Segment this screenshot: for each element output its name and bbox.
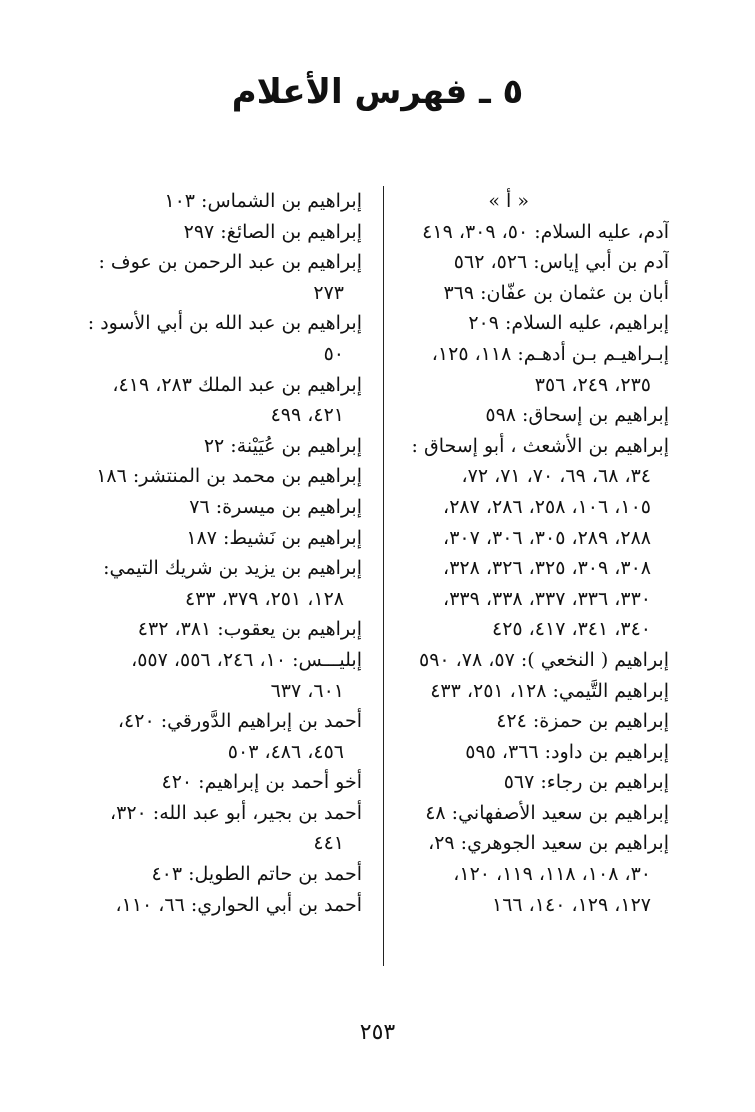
index-entry: إبراهيم بن سعيد الأصفهاني: ٤٨	[425, 801, 669, 824]
index-entry: إبراهيم بن عبد الرحمن بن عوف :	[98, 251, 362, 274]
index-entry: إبراهيم بن الصائغ: ٢٩٧	[183, 220, 362, 243]
index-entry: إبراهيم بن إسحاق: ٥٩٨	[485, 404, 669, 427]
index-entry: إبراهيم ( النخعي ): ٥٧، ٧٨، ٥٩٠	[419, 648, 669, 671]
index-entry: أحمد بن حاتم الطويل: ٤٠٣	[151, 863, 362, 886]
index-entry: إبراهيم بن نَشيط: ١٨٧	[186, 526, 362, 549]
page-title: ٥ ـ فهرس الأعلام	[231, 72, 524, 112]
index-entry: أحمد بن بجير، أبو عبد الله: ٣٢٠،	[109, 801, 362, 824]
page-number: ٢٥٣	[359, 1020, 396, 1045]
index-entry-continuation: ١٢٧، ١٢٩، ١٤٠، ١٦٦	[491, 893, 651, 916]
index-entry-continuation: ٤٢١، ٤٩٩	[270, 404, 344, 427]
index-entry-continuation: ٣٤٠، ٣٤١، ٤١٧، ٤٢٥	[491, 618, 651, 641]
index-entry-continuation: ٤٥٦، ٤٨٦، ٥٠٣	[227, 740, 344, 763]
column-divider	[383, 186, 384, 966]
index-entry-continuation: ٢٨٨، ٢٨٩، ٣٠٥، ٣٠٦، ٣٠٧،	[443, 526, 651, 549]
index-entry: إبراهيم بن عبد الملك ٢٨٣، ٤١٩،	[112, 373, 362, 396]
index-entry: أبان بن عثمان بن عفّان: ٣٦٩	[443, 281, 669, 304]
index-entry-continuation: ٤٤١	[313, 832, 344, 855]
index-column-right	[383, 186, 669, 920]
index-entry-continuation: ١٠٥، ١٠٦، ٢٥٨، ٢٨٦، ٢٨٧،	[443, 495, 651, 518]
index-entry-continuation: ٣٤، ٦٨، ٦٩، ٧٠، ٧١، ٧٢،	[461, 465, 651, 488]
index-entry: إبليـــس: ١٠، ٢٤٦، ٥٥٦، ٥٥٧،	[131, 648, 362, 671]
index-entry: إبراهيم بن عُيَيْنة: ٢٢	[203, 434, 362, 457]
index-entry-continuation: ٥٠	[323, 342, 344, 365]
index-entry: إبراهيم التَّيمي: ١٢٨، ٢٥١، ٤٣٣	[430, 679, 669, 702]
index-entry-continuation: ٣٠، ١٠٨، ١١٨، ١١٩، ١٢٠،	[453, 863, 651, 886]
index-entry: آدم بن أبي إياس: ٥٢٦، ٥٦٢	[453, 251, 669, 274]
index-entry: أحمد بن أبي الحواري: ٦٦، ١١٠،	[115, 893, 362, 916]
index-entry-continuation: ٢٧٣	[313, 281, 344, 304]
index-column-left	[84, 186, 362, 920]
index-entry-continuation: ٢٣٥، ٢٤٩، ٣٥٦	[534, 373, 651, 396]
index-entry-continuation: ١٢٨، ٢٥١، ٣٧٩، ٤٣٣	[184, 587, 344, 610]
index-entry: إبراهيم بن الأشعث ، أبو إسحاق :	[411, 434, 669, 457]
index-entry: آدم، عليه السلام: ٥٠، ٣٠٩، ٤١٩	[422, 220, 669, 243]
section-letter: « أ »	[488, 190, 529, 212]
index-entry-continuation: ٣٣٠، ٣٣٦، ٣٣٧، ٣٣٨، ٣٣٩،	[443, 587, 651, 610]
index-entry: إبراهيم بن الشماس: ١٠٣	[164, 190, 362, 212]
index-entry: إبراهيم بن ميسرة: ٧٦	[189, 495, 362, 518]
index-entry-continuation: ٦٠١، ٦٣٧	[270, 679, 344, 702]
index-entry: إبراهيم بن يزيد بن شريك التيمي:	[103, 557, 362, 580]
index-entry: إبراهيم بن رجاء: ٥٦٧	[503, 771, 669, 794]
index-entry: إبراهيم بن يعقوب: ٣٨١، ٤٣٢	[137, 618, 362, 641]
index-entry: إبراهيم بن عبد الله بن أبي الأسود :	[87, 312, 362, 335]
index-entry: إبراهيم بن داود: ٣٦٦، ٥٩٥	[465, 740, 669, 763]
index-entry: أحمد بن إبراهيم الدَّورقي: ٤٢٠،	[117, 710, 362, 733]
index-entry: أخو أحمد بن إبراهيم: ٤٢٠	[161, 771, 362, 794]
index-entry: إبراهيم بن سعيد الجوهري: ٢٩،	[428, 832, 669, 855]
index-entry: إبراهيم بن حمزة: ٤٢٤	[496, 710, 669, 733]
index-entry-continuation: ٣٠٨، ٣٠٩، ٣٢٥، ٣٢٦، ٣٢٨،	[443, 557, 651, 580]
index-entry: إبـراهيـم بـن أدهـم: ١١٨، ١٢٥،	[431, 342, 669, 365]
index-entry: إبراهيم، عليه السلام: ٢٠٩	[468, 312, 669, 335]
index-entry: إبراهيم بن محمد بن المنتشر: ١٨٦	[96, 465, 362, 488]
